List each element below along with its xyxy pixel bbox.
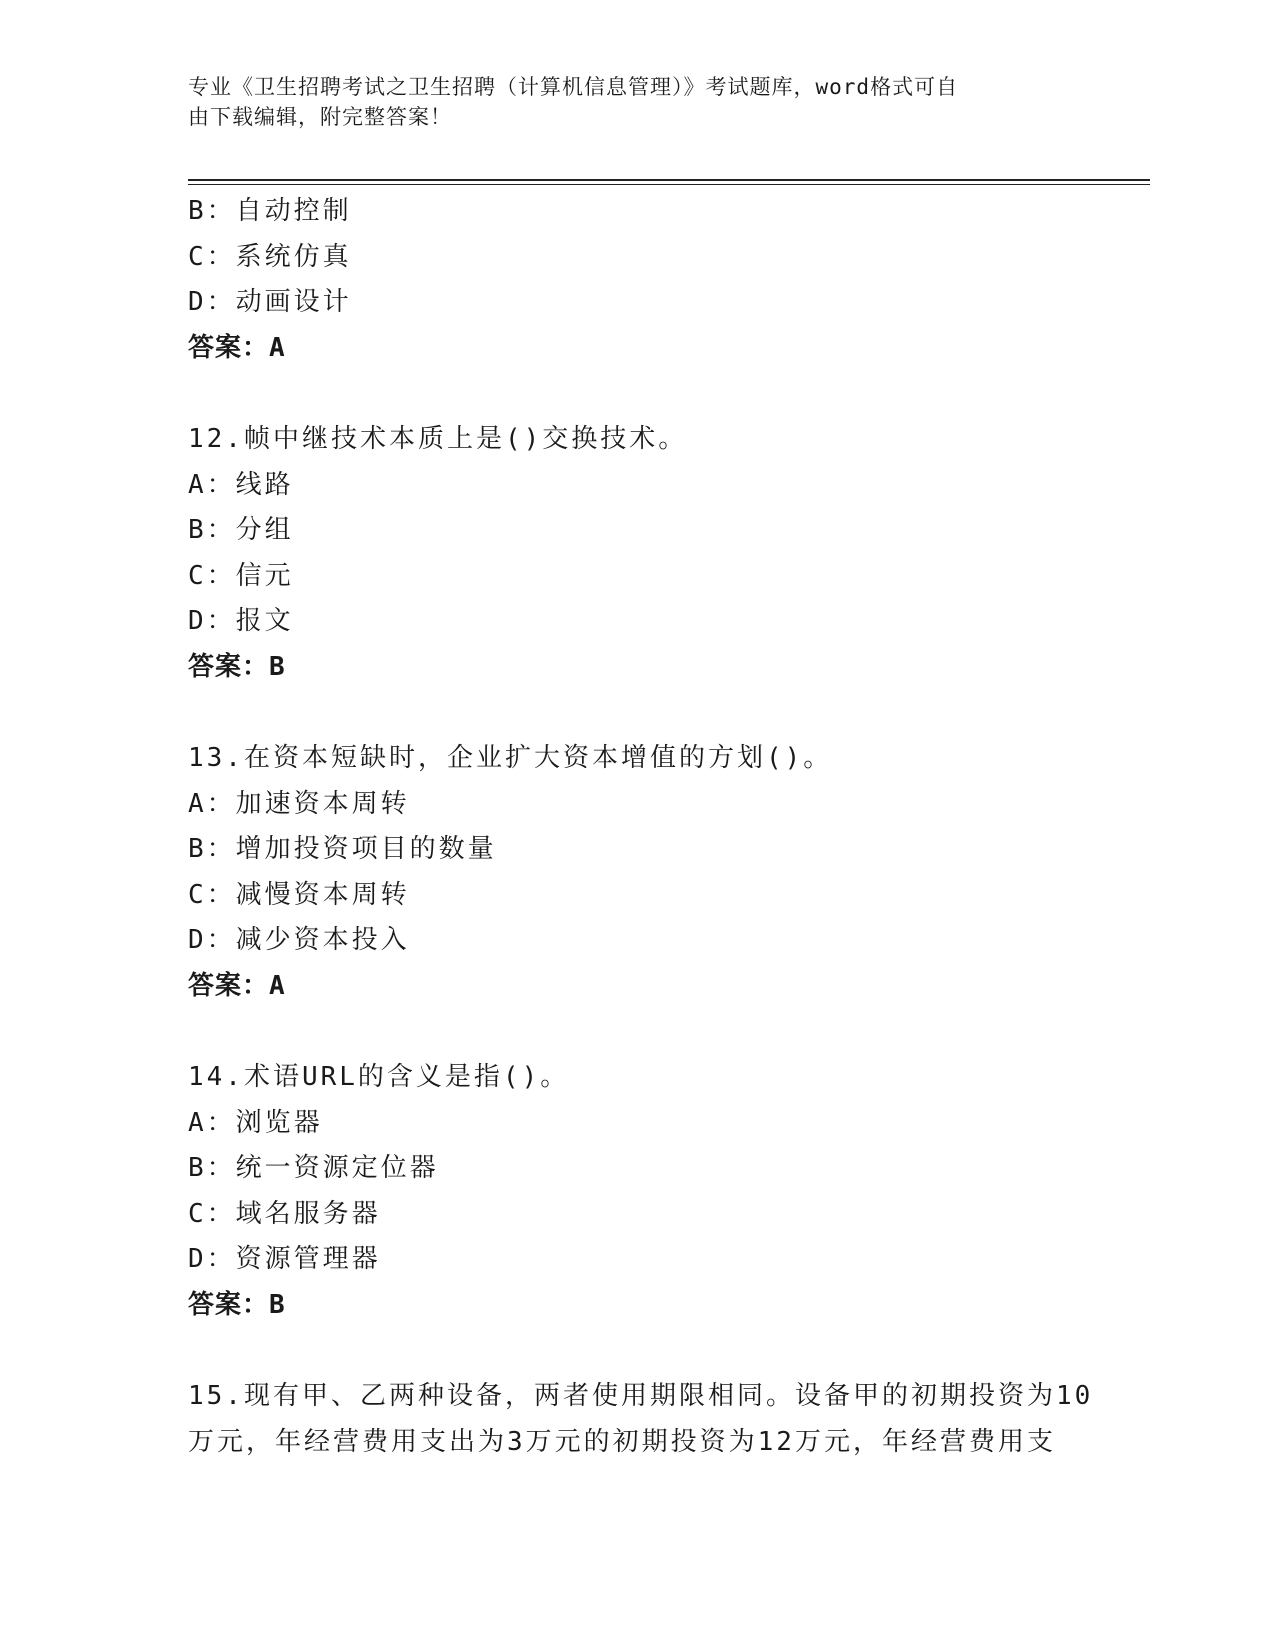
- question-stem-line-2: 万元，年经营费用支出为3万元的初期投资为12万元，年经营费用支: [188, 1426, 1056, 1457]
- question-14: [188, 1055, 1088, 1328]
- spacer: [188, 1328, 1088, 1374]
- option-a: A：加速资本周转: [188, 788, 410, 819]
- option-a: A：线路: [188, 469, 294, 500]
- option-a: A：浏览器: [188, 1107, 323, 1138]
- question-15: [188, 1374, 1094, 1465]
- option-b: B：统一资源定位器: [188, 1153, 439, 1183]
- header-rule-thin: [188, 184, 1150, 185]
- option-c: C：减慢资本周转: [188, 879, 410, 910]
- question-stem: 14.术语URL的含义是指()。: [188, 1062, 570, 1092]
- prev-answer: 答案：A: [188, 332, 286, 363]
- option-d: D：资源管理器: [188, 1244, 381, 1274]
- header-rule-thick: [188, 179, 1150, 181]
- option-b: B：分组: [188, 515, 294, 545]
- header-line-1: 专业《卫生招聘考试之卫生招聘（计算机信息管理）》考试题库，word格式可自: [188, 75, 959, 99]
- answer: 答案：B: [188, 651, 286, 682]
- option-b: B：增加投资项目的数量: [188, 834, 497, 864]
- option-d: D：减少资本投入: [188, 925, 410, 955]
- answer: 答案：B: [188, 1289, 286, 1320]
- spacer: [188, 371, 1088, 417]
- question-content: [188, 189, 1094, 1465]
- option-d: D：报文: [188, 606, 294, 636]
- question-stem: 12.帧中继技术本质上是()交换技术。: [188, 424, 688, 454]
- header-line-2: 由下载编辑，附完整答案！: [188, 105, 452, 129]
- answer: 答案：A: [188, 970, 286, 1001]
- question-13: [188, 736, 1088, 1009]
- spacer: [188, 1009, 1088, 1055]
- document-header: [188, 72, 1088, 132]
- option-c: C：域名服务器: [188, 1198, 381, 1229]
- prev-option-d: D：动画设计: [188, 287, 352, 317]
- question-stem-line-1: 15.现有甲、乙两种设备，两者使用期限相同。设备甲的初期投资为10: [188, 1381, 1094, 1411]
- option-c: C：信元: [188, 560, 294, 591]
- question-12: [188, 417, 1088, 690]
- spacer: [188, 690, 1088, 736]
- prev-option-c: C：系统仿真: [188, 241, 352, 272]
- question-stem: 13.在资本短缺时，企业扩大资本增值的方划()。: [188, 743, 833, 773]
- prev-option-b: B：自动控制: [188, 196, 352, 226]
